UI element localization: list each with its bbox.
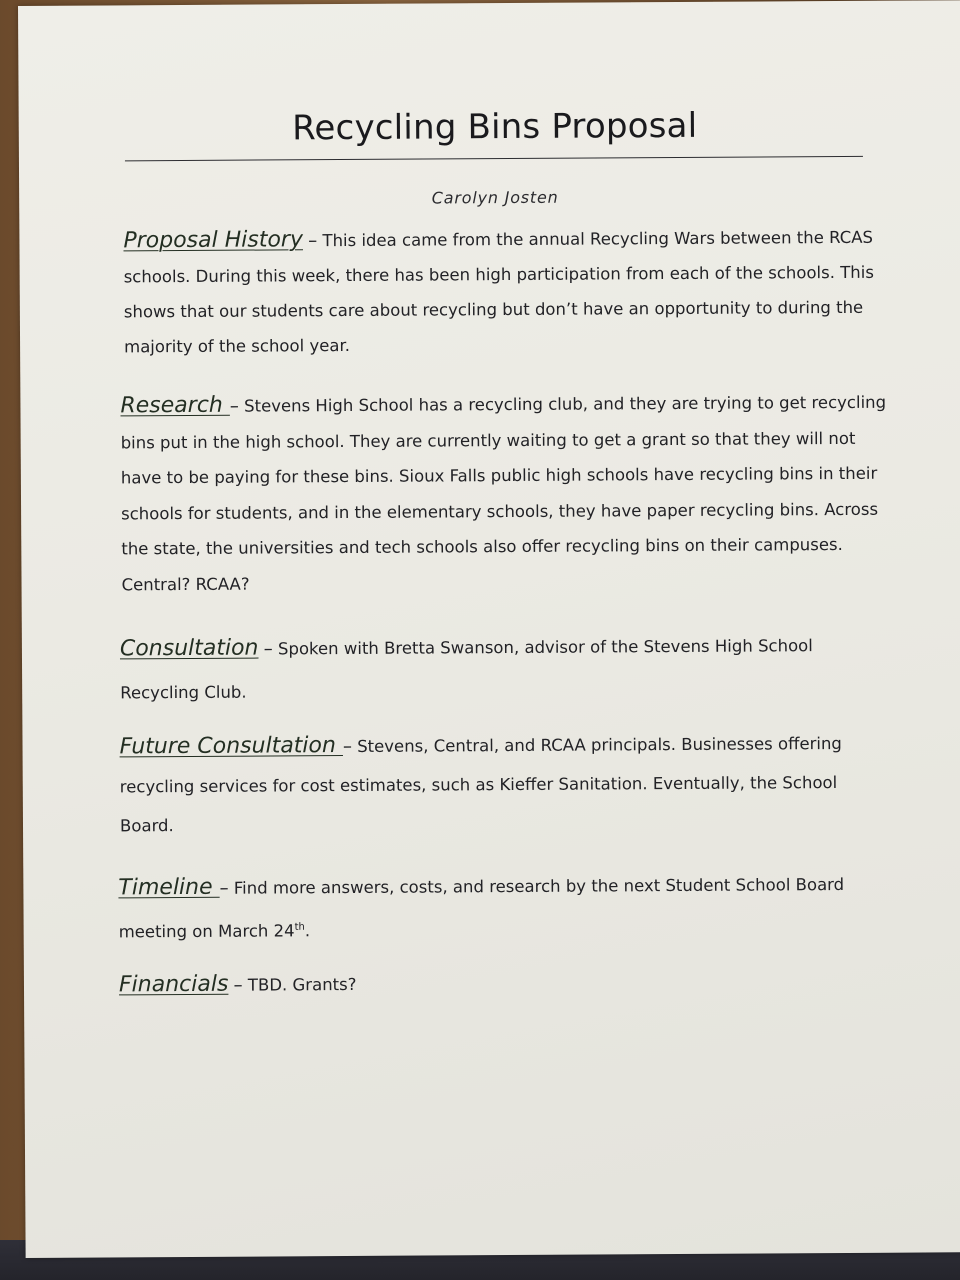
section-heading: Consultation — [119, 635, 259, 662]
section-body-end: . — [304, 921, 311, 941]
section-research — [120, 384, 891, 603]
heading-separator: – — [229, 395, 239, 417]
title-divider — [125, 156, 863, 162]
paper-sheet — [18, 0, 960, 1258]
section-consultation — [120, 623, 881, 715]
section-body: Spoken with Bretta Swanson, advisor of the Stevens High School Recycling Club. — [120, 636, 813, 703]
section-proposal-history — [123, 219, 884, 365]
section-timeline — [118, 862, 879, 954]
heading-separator: – — [233, 974, 243, 996]
section-heading: Timeline — [118, 874, 220, 901]
section-body: Find more answers, costs, and research by the next Student School Board meeting on March 24 — [118, 874, 845, 942]
section-heading: Research — [120, 392, 230, 419]
ordinal-suffix: th — [294, 921, 305, 933]
section-heading: Proposal History — [123, 227, 304, 254]
section-future-consultation — [119, 723, 890, 846]
section-body: This idea came from the annual Recycling Wars between the RCAS schools. During this week, there has been high participation from each of the schools. This shows that our students care about recycling but don’t have an opportunity to during the majority of the school year. — [123, 227, 874, 357]
heading-separator: – — [263, 638, 273, 660]
section-heading: Financials — [118, 971, 229, 998]
author-name: Carolyn Josten — [431, 187, 559, 208]
heading-separator: – — [219, 877, 229, 899]
heading-separator: – — [342, 735, 352, 758]
section-heading: Future Consultation — [119, 733, 343, 760]
section-body: Stevens, Central, and RCAA principals. Businesses offering recycling services for cost estimates, such as Kieffer Sanitation. Eventually, the School Board. — [119, 733, 842, 836]
heading-separator: – — [308, 230, 318, 252]
section-body: Stevens High School has a recycling club, and they are trying to get recycling bins put in the high school. They are currently waiting to get a grant so that they will not have to be paying for these bins. Sioux Falls public high schools have recycling bins in their schools for students, and in the elementary schools, they have paper recycling bins. Across the state, the universities and tech schools also offer recycling bins on their campuses. Central? RCAA? — [120, 392, 887, 594]
page-title: Recycling Bins Proposal — [292, 105, 698, 149]
section-financials — [119, 963, 879, 1004]
section-body: TBD. Grants? — [247, 974, 357, 995]
